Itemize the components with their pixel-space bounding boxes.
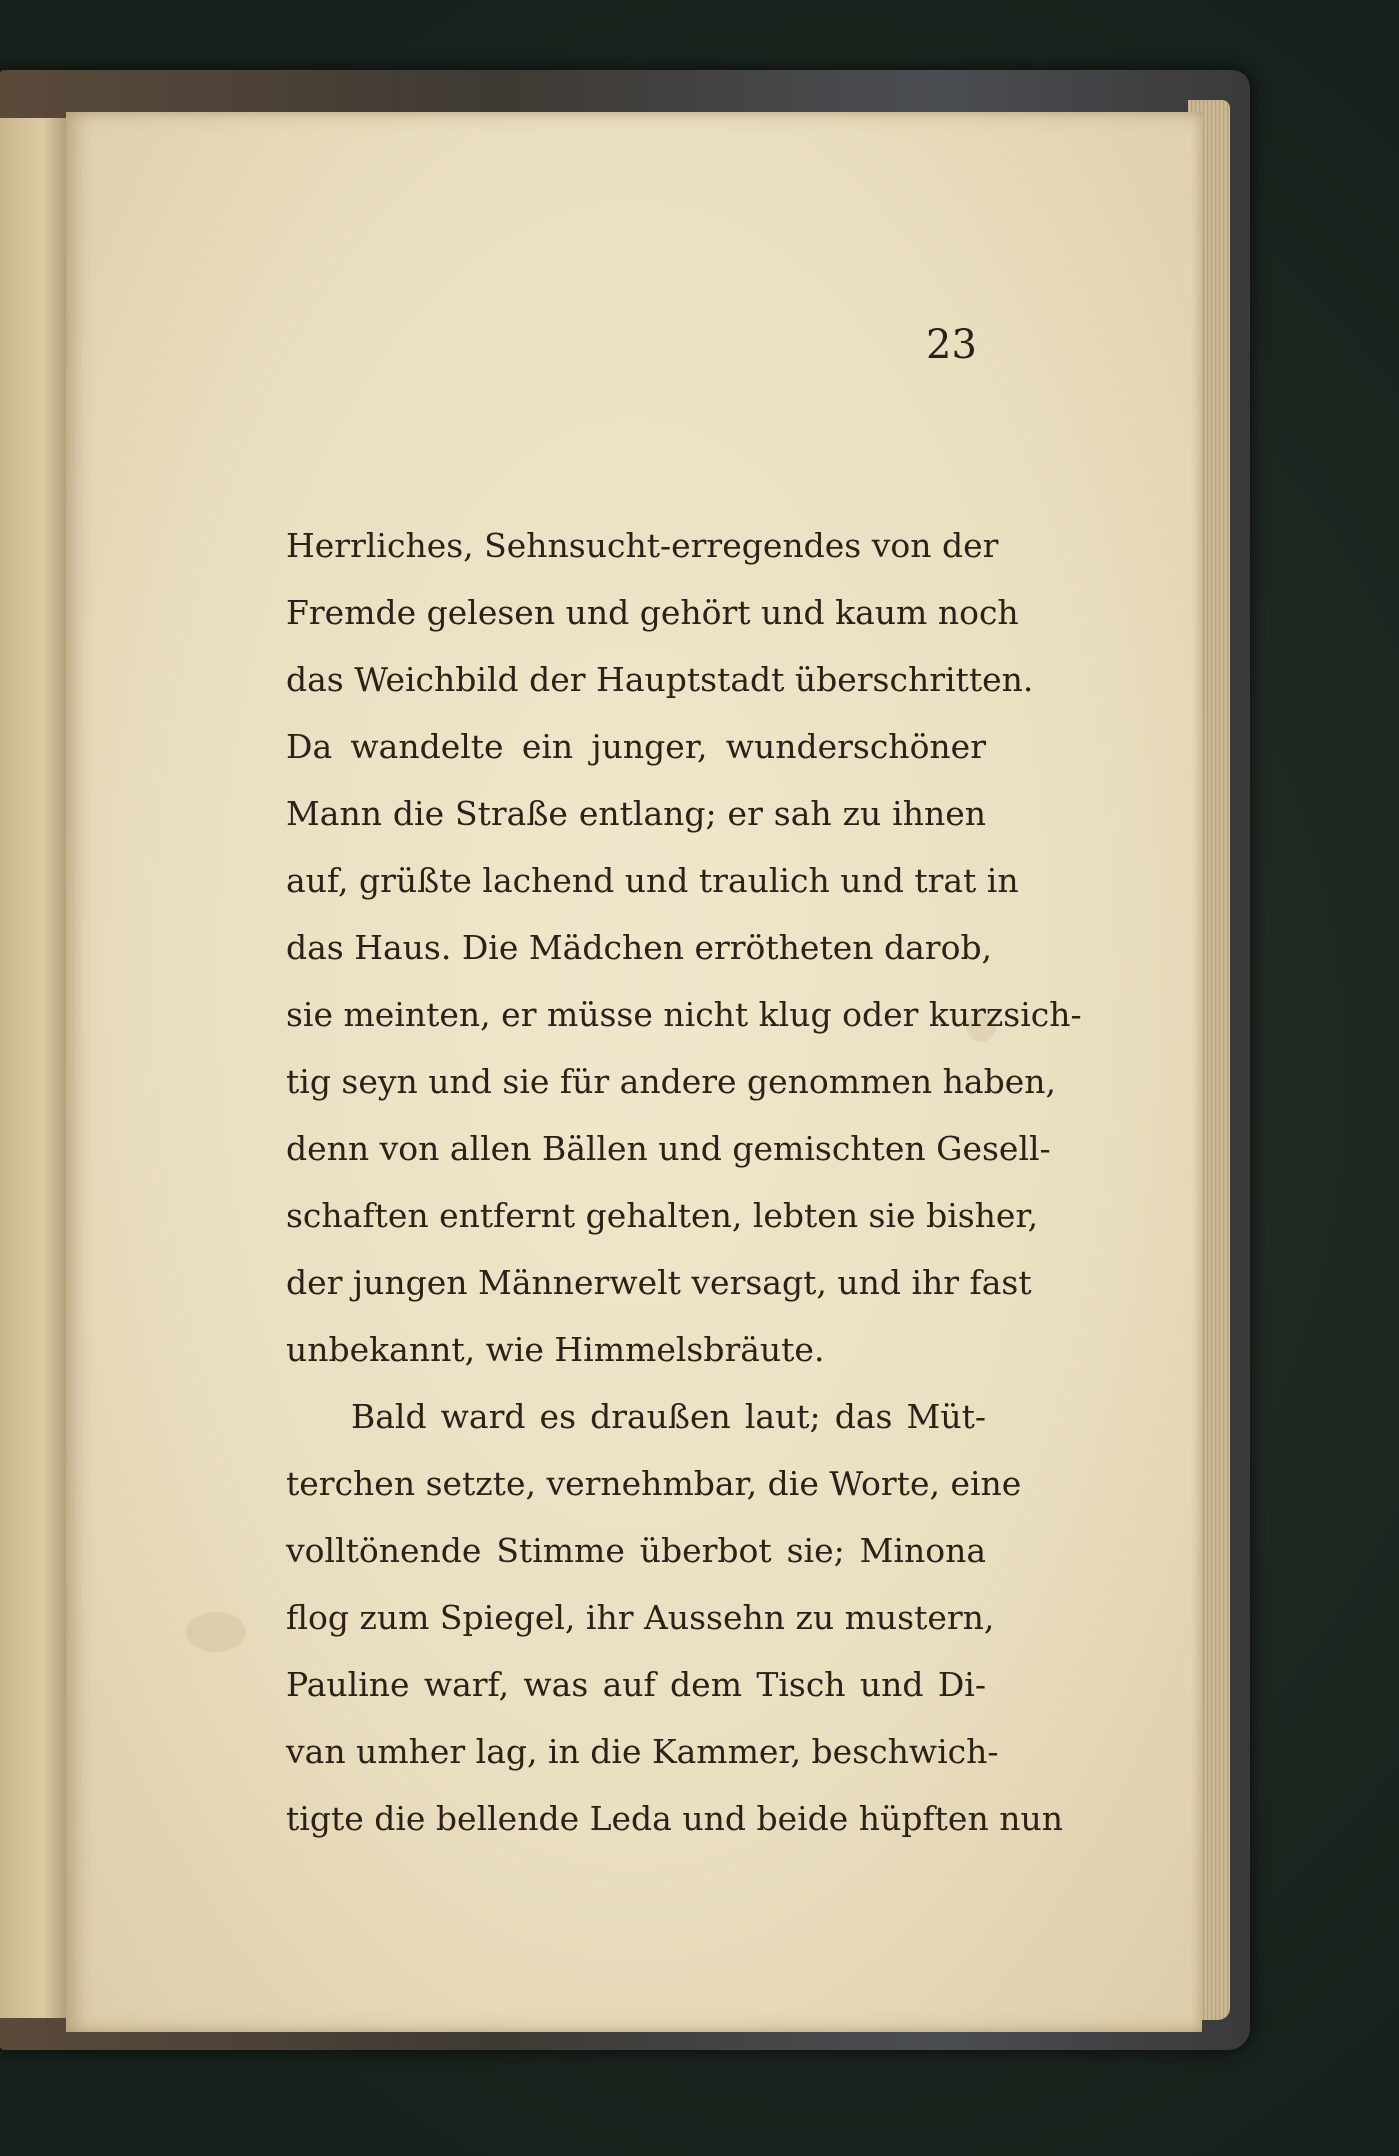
text-line: Herrliches, Sehnsucht-erregendes von der: [286, 526, 999, 565]
text-line: der jungen Männerwelt versagt, und ihr fast: [286, 1263, 1032, 1302]
text-line: Bald ward es draußen laut; das Müt-: [351, 1397, 986, 1436]
text-line: flog zum Spiegel, ihr Aussehn zu mustern,: [286, 1598, 995, 1637]
text-line: denn von allen Bällen und gemischten Gesell-: [286, 1129, 1051, 1168]
text-line: Mann die Straße entlang; er sah zu ihnen: [286, 794, 986, 833]
body-text: [286, 512, 1082, 1852]
text-line: Pauline warf, was auf dem Tisch und Di-: [286, 1665, 986, 1704]
page-number: 23: [926, 322, 977, 368]
text-line: das Haus. Die Mädchen errötheten darob,: [286, 928, 993, 967]
text-line: auf, grüßte lachend und traulich und trat in: [286, 861, 1019, 900]
text-line: unbekannt, wie Himmelsbräute.: [286, 1330, 825, 1369]
text-line: van umher lag, in die Kammer, beschwich-: [286, 1732, 999, 1771]
text-line: Da wandelte ein junger, wunderschöner: [286, 727, 986, 766]
text-line: Fremde gelesen und gehört und kaum noch: [286, 593, 1019, 632]
text-line: volltönende Stimme überbot sie; Minona: [286, 1531, 986, 1570]
book-page: [66, 112, 1202, 2032]
facing-page-edge: [0, 118, 72, 2018]
text-line: tig seyn und sie für andere genommen haben,: [286, 1062, 1056, 1101]
text-line: das Weichbild der Hauptstadt überschritten.: [286, 660, 1034, 699]
text-line: terchen setzte, vernehmbar, die Worte, eine: [286, 1464, 1022, 1503]
text-line: sie meinten, er müsse nicht klug oder kurzsich-: [286, 995, 1082, 1034]
paper-stain: [186, 1612, 246, 1652]
text-line: schaften entfernt gehalten, lebten sie bisher,: [286, 1196, 1039, 1235]
text-line: tigte die bellende Leda und beide hüpften nun: [286, 1799, 1063, 1838]
